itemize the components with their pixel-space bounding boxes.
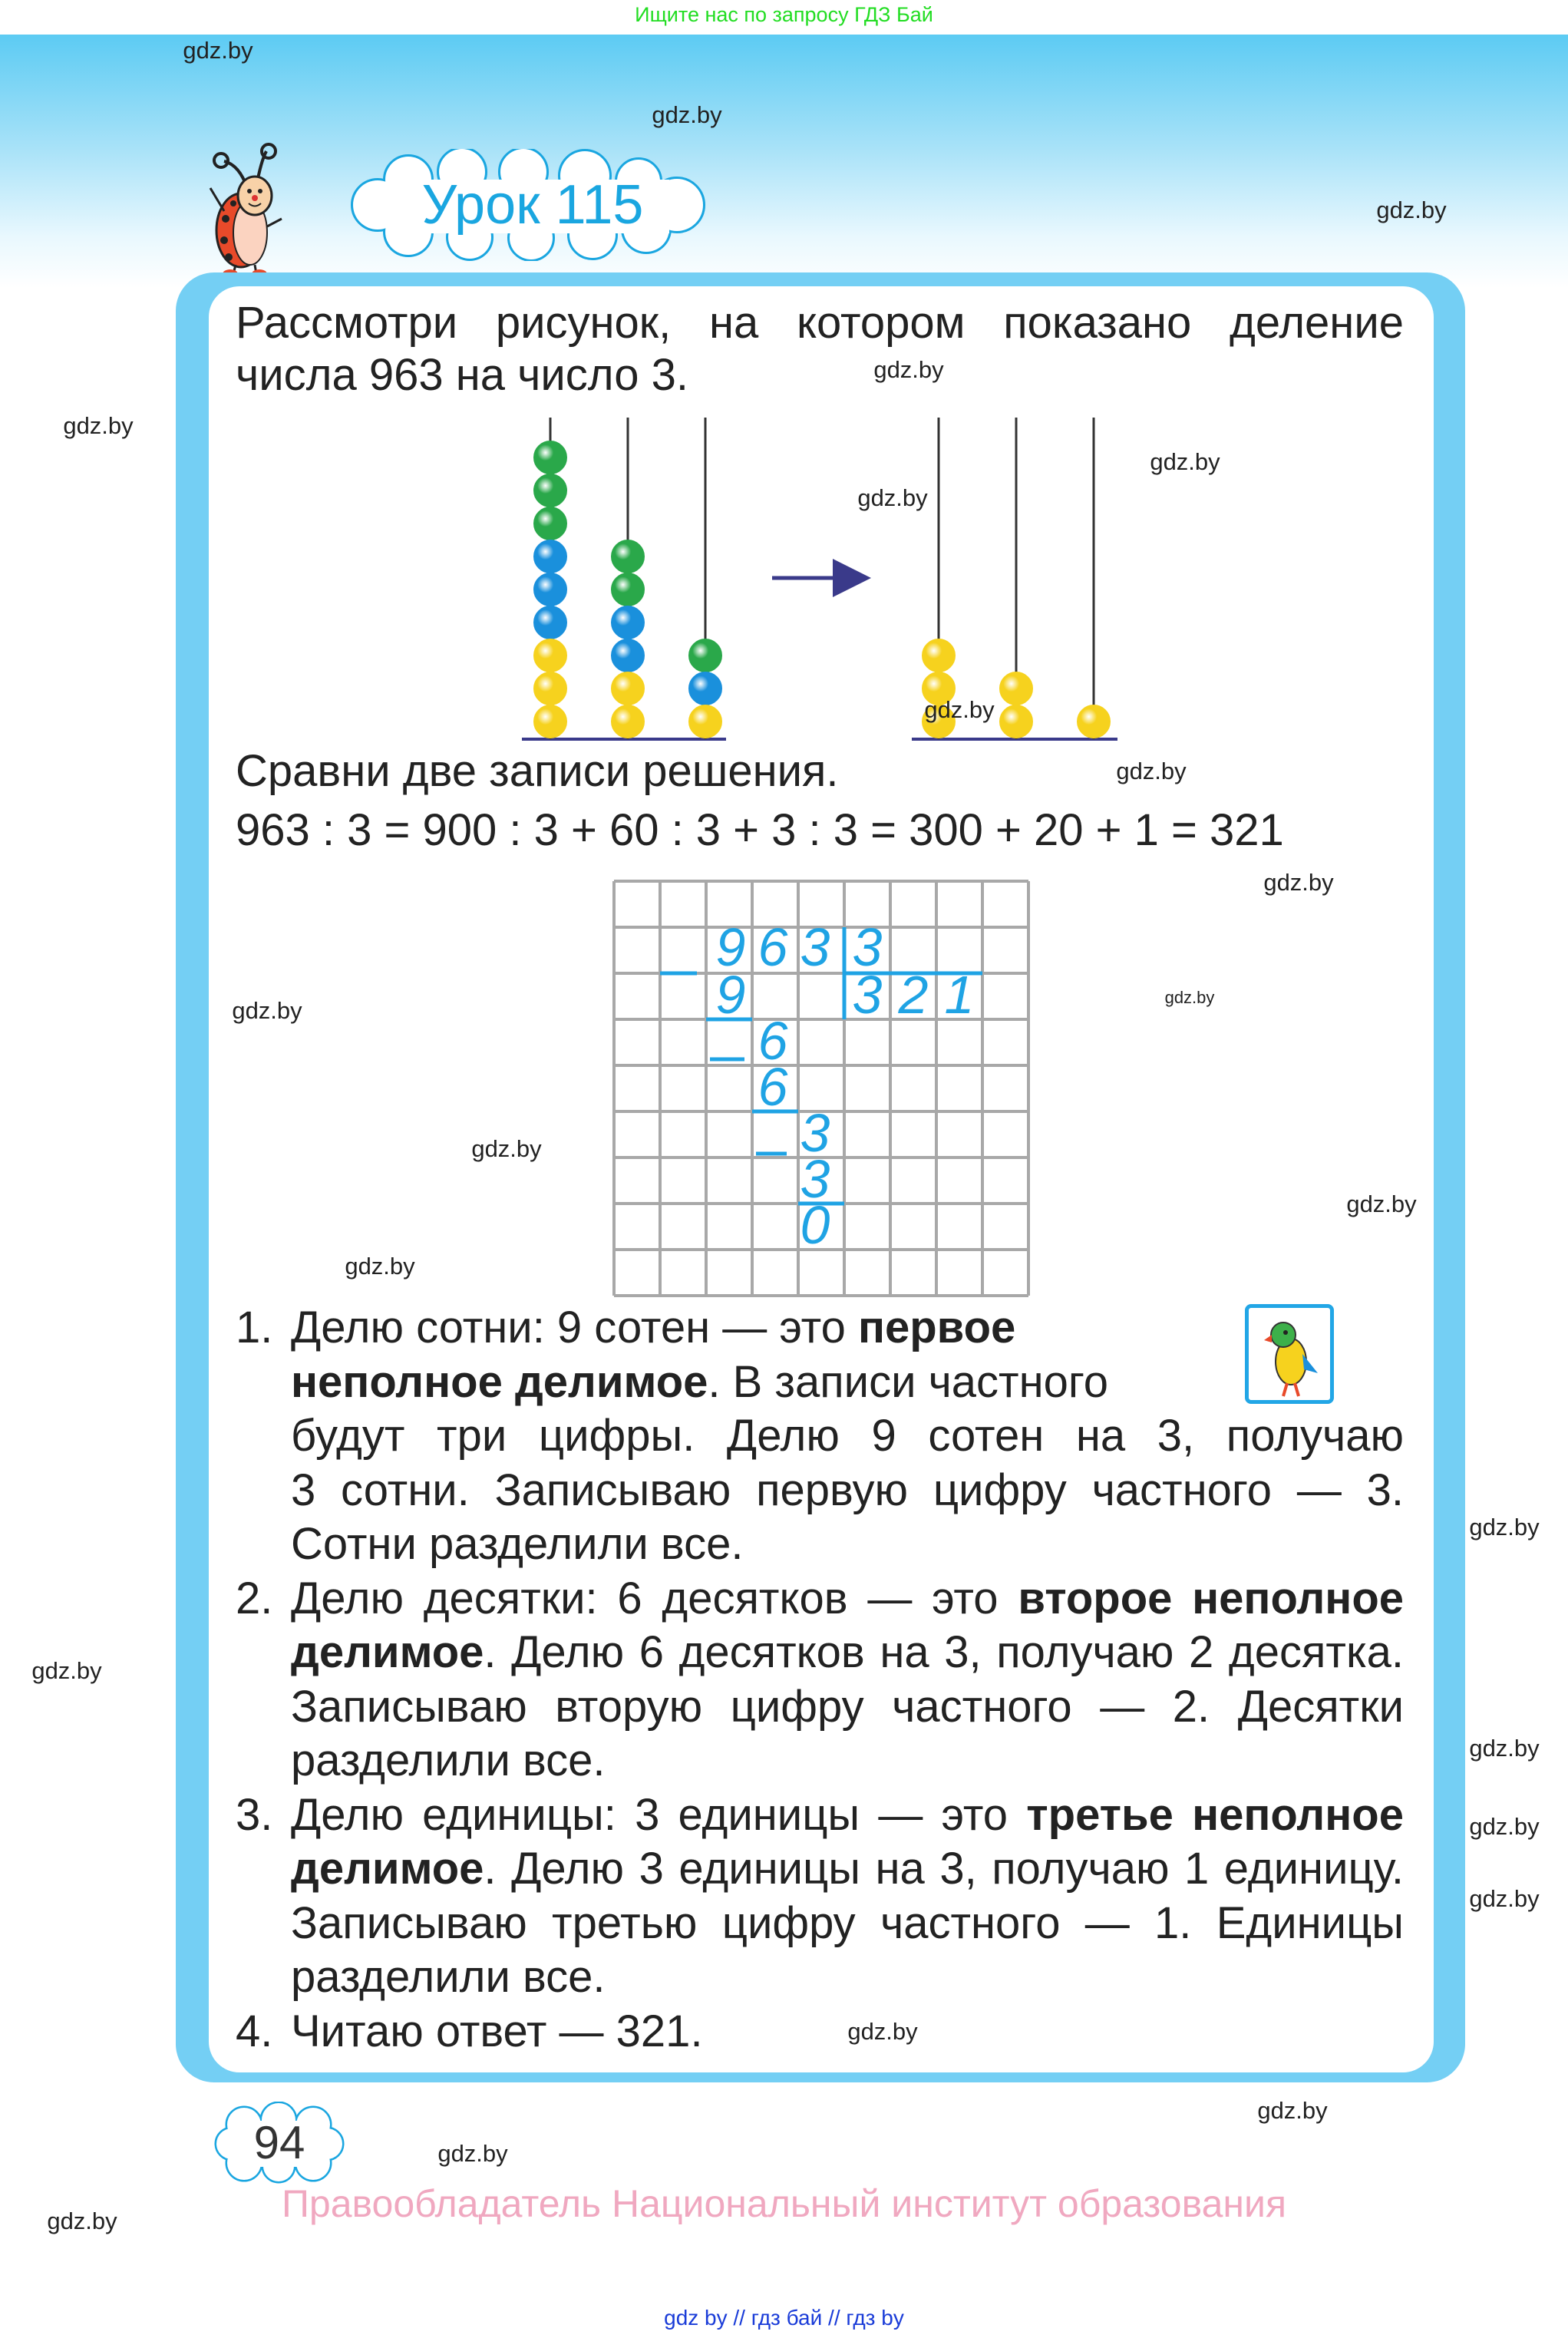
green-bead	[534, 507, 566, 540]
item-line	[291, 1517, 1404, 1572]
step-digit: 0	[800, 1195, 830, 1255]
lesson-title: Урок 115	[421, 174, 644, 236]
divisor-digit: 3	[852, 917, 883, 977]
text-segment: будут три цифры. Делю 9 сотен на 3, получаю	[291, 1411, 1404, 1461]
watermark: gdz.by	[1116, 758, 1187, 784]
green-bead	[689, 639, 721, 672]
watermark: gdz.by	[1469, 1735, 1540, 1762]
watermark: gdz.by	[31, 1657, 102, 1684]
item-line	[291, 1842, 1404, 1897]
item-line	[291, 1897, 1404, 1951]
watermark: gdz.by	[1346, 1190, 1417, 1217]
text-segment: 3 сотни. Записываю первую цифру частного — 3.	[291, 1465, 1404, 1515]
term-bold: делимое	[291, 1844, 484, 1894]
term-bold: третье неполное	[1026, 1789, 1404, 1840]
step-digit: 6	[758, 1057, 788, 1117]
text-segment: . Делю 6 десятков на 3, получаю 2 десятка.	[484, 1627, 1404, 1677]
text-segment: Делю единицы: 3 единицы — это	[291, 1789, 1027, 1840]
item-number: 1.	[236, 1303, 273, 1352]
compare-label: Сравни две записи решения.	[236, 746, 839, 796]
watermark: gdz.by	[437, 2140, 508, 2167]
yellow-bead	[923, 639, 955, 672]
item-line	[291, 1950, 1404, 2005]
item-number: 4.	[236, 2006, 273, 2056]
green-bead	[534, 474, 566, 507]
dividend-digit: 9	[715, 917, 746, 977]
green-bead	[612, 573, 644, 606]
equation	[236, 804, 1404, 858]
yellow-bead	[1078, 705, 1110, 738]
text-segment: Делю десятки: 6 десятков — это	[291, 1573, 1018, 1623]
item-line	[291, 1301, 1404, 1356]
text-segment: Делю сотни: 9 сотен — это	[291, 1303, 858, 1352]
watermark: gdz.by	[1469, 1885, 1540, 1912]
page-number: 94	[253, 2117, 305, 2168]
step-digit: 3	[800, 1103, 830, 1163]
list-item	[236, 2005, 1404, 2059]
ladybug-icon	[193, 142, 297, 280]
equation-text: 963 : 3 = 900 : 3 + 60 : 3 + 3 : 3 = 300 + 20 + 1 = 321	[236, 805, 1284, 855]
watermark: gdz.by	[857, 484, 928, 511]
yellow-bead	[534, 672, 566, 705]
term-bold: делимое	[291, 1627, 484, 1677]
item-line	[291, 1572, 1404, 1626]
text-segment: . В записи частного	[708, 1356, 1109, 1407]
dividend-digit: 6	[758, 917, 788, 977]
item-line	[291, 1464, 1404, 1518]
blue-bead	[612, 639, 644, 672]
steps-list	[236, 1301, 1404, 2059]
lesson-title-cloud	[347, 149, 711, 261]
watermark: gdz.by	[924, 696, 995, 723]
watermark: gdz.by	[1164, 988, 1215, 1007]
text-segment: Записываю третью цифру частного — 1. Единицы	[291, 1897, 1404, 1948]
intro-text	[236, 297, 1404, 401]
text-segment: разделили все.	[291, 1735, 606, 1785]
yellow-bead	[1000, 705, 1032, 738]
yellow-bead	[534, 705, 566, 738]
page-number-cloud	[213, 2102, 345, 2184]
item-line	[291, 1734, 1404, 1788]
item-line	[291, 1409, 1404, 1464]
text-segment: Сотни разделили все.	[291, 1519, 744, 1569]
footer-links[interactable]: gdz by // гдз бай // гдз by	[664, 2306, 904, 2330]
parrot-icon	[1245, 1304, 1334, 1404]
watermark: gdz.by	[183, 37, 253, 64]
item-line	[291, 1680, 1404, 1735]
text-segment: Читаю ответ — 321.	[291, 2006, 703, 2056]
term-bold: второе неполное	[1018, 1573, 1405, 1623]
watermark: gdz.by	[847, 2018, 918, 2045]
blue-bead	[534, 573, 566, 606]
blue-bead	[534, 606, 566, 639]
yellow-bead	[612, 672, 644, 705]
compare-text	[236, 745, 1404, 799]
blue-bead	[689, 672, 721, 705]
yellow-bead	[1000, 672, 1032, 705]
item-line	[291, 1788, 1404, 1843]
list-item	[236, 1788, 1404, 2005]
yellow-bead	[689, 705, 721, 738]
text-segment: Записываю вторую цифру частного — 2. Десятки	[291, 1681, 1404, 1732]
yellow-bead	[612, 705, 644, 738]
item-line	[291, 1356, 1404, 1410]
green-bead	[612, 540, 644, 573]
item-number: 3.	[236, 1789, 273, 1840]
watermark: gdz.by	[1469, 1514, 1540, 1541]
intro-line: числа 963 на число 3.	[236, 350, 688, 400]
term-bold: неполное делимое	[291, 1356, 708, 1407]
item-line	[291, 1626, 1404, 1680]
search-hint: Ищите нас по запросу ГДЗ Бай	[635, 3, 933, 26]
blue-bead	[612, 606, 644, 639]
watermark: gdz.by	[1376, 196, 1447, 223]
watermark: gdz.by	[345, 1253, 415, 1280]
step-digit: 9	[715, 965, 746, 1025]
watermark: gdz.by	[1469, 1813, 1540, 1840]
yellow-bead	[534, 639, 566, 672]
quotient-digit: 3	[852, 965, 883, 1025]
long-division-grid	[612, 880, 1030, 1297]
step-digit: 6	[758, 1011, 788, 1071]
watermark: gdz.by	[63, 412, 134, 439]
list-item	[236, 1572, 1404, 1788]
term-bold: первое	[857, 1303, 1016, 1352]
watermark: gdz.by	[471, 1135, 542, 1162]
abacus-illustration	[491, 407, 1151, 745]
watermark: gdz.by	[652, 101, 722, 128]
watermark: gdz.by	[47, 2208, 117, 2234]
watermark: gdz.by	[873, 356, 944, 383]
blue-bead	[534, 540, 566, 573]
quotient-digit: 1	[944, 965, 975, 1025]
watermark: gdz.by	[232, 997, 302, 1024]
item-number: 2.	[236, 1573, 273, 1623]
copyright: Правообладатель Национальный институт образования	[281, 2182, 1287, 2225]
step-digit: 3	[800, 1149, 830, 1209]
watermark: gdz.by	[1257, 2097, 1328, 2124]
quotient-digit: 2	[898, 965, 929, 1025]
text-segment: разделили все.	[291, 1952, 606, 2002]
watermark: gdz.by	[1263, 869, 1334, 896]
green-bead	[534, 441, 566, 474]
list-item	[236, 1301, 1404, 1572]
watermark: gdz.by	[1150, 448, 1220, 475]
dividend-digit: 3	[800, 917, 830, 977]
text-segment: . Делю 3 единицы на 3, получаю 1 единицу.	[484, 1844, 1404, 1894]
intro-line: Рассмотри рисунок, на котором показано деление	[236, 298, 1404, 348]
